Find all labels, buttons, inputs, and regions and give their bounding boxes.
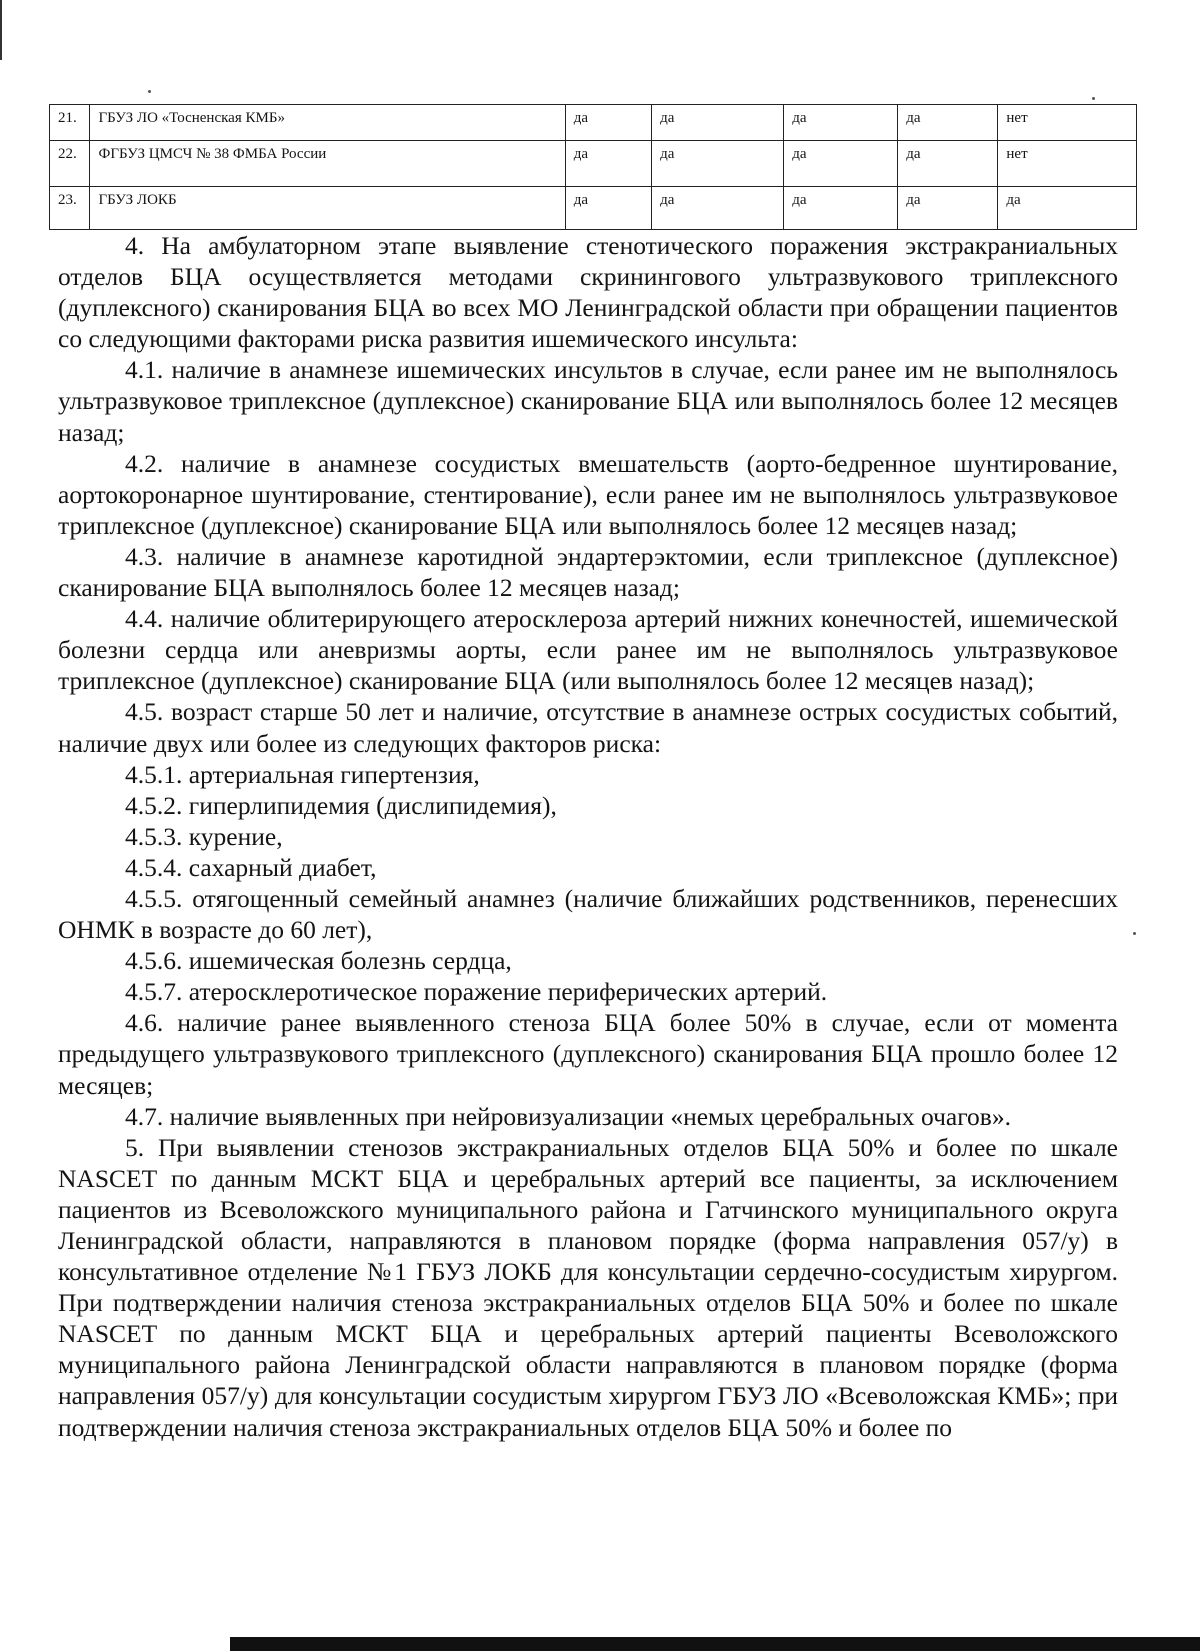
paragraph-4-6: 4.6. наличие ранее выявленного стеноза БЦА более 50% в случае, если от момента предыдущего ультразвукового триплексного (дуплексного) сканирования БЦА прошло более 12 месяцев;	[58, 1008, 1118, 1100]
document-body	[58, 230, 1118, 1443]
table-cell: да	[784, 105, 898, 141]
table-row	[50, 187, 1137, 230]
scan-bottom-edge	[230, 1637, 1200, 1651]
clinic-name: ГБУЗ ЛО «Тосненская КМБ»	[90, 105, 565, 141]
paragraph-4-5-3: 4.5.3. курение,	[125, 821, 283, 851]
table-cell: да	[898, 105, 998, 141]
paragraph-4-2: 4.2. наличие в анамнезе сосудистых вмешательств (аорто-бедренное шунтирование, аортокоронарное шунтирование, стентирование), если ранее им не выполнялось ультразвуковое триплексное (дуплексное) сканирование БЦА или выполнялось более 12 месяцев назад;	[58, 448, 1118, 540]
table-cell: да	[898, 187, 998, 230]
table-cell: нет	[998, 105, 1137, 141]
table-cell: да	[898, 141, 998, 187]
table-cell: да	[652, 187, 784, 230]
paragraph-4-5-7: 4.5.7. атеросклеротическое поражение периферических артерий.	[125, 977, 828, 1007]
scan-left-edge	[0, 0, 2, 60]
scan-speck	[1092, 97, 1095, 100]
paragraph-4: 4. На амбулаторном этапе выявление стенотического поражения экстракраниальных отделов БЦА осуществляется методами скринингового ультразвукового триплексного (дуплексного) сканирования БЦА во всех МО Ленинградской области при обращении пациентов со следующими факторами риска развития ишемического инсульта:	[58, 231, 1118, 354]
table-cell: да	[784, 187, 898, 230]
paragraph-4-5-1: 4.5.1. артериальная гипертензия,	[125, 759, 480, 789]
paragraph-4-5-2: 4.5.2. гиперлипидемия (дислипидемия),	[125, 790, 557, 820]
row-number: 23.	[50, 187, 90, 230]
paragraph-4-1: 4.1. наличие в анамнезе ишемических инсультов в случае, если ранее им не выполнялось ультразвуковое триплексное (дуплексное) сканирование БЦА или выполнялось более 12 месяцев назад;	[58, 355, 1118, 447]
row-number: 21.	[50, 105, 90, 141]
paragraph-5: 5. При выявлении стенозов экстракраниальных отделов БЦА 50% и более по шкале NASCET по данным МСКТ БЦА и церебральных артерий все пациенты, за исключением пациентов из Всеволожского муниципального района и Гатчинского муниципального округа Ленинградской области, направляются в плановом порядке (форма направления 057/у) в консультативное отделение №1 ГБУЗ ЛОКБ для консультации сердечно-сосудистым хирургом. При подтверждении наличия стеноза экстракраниальных отделов БЦА 50% и более по шкале NASCET по данным МСКТ БЦА и церебральных артерий пациенты Всеволожского муниципального района Ленинградской области направляются в плановом порядке (форма направления 057/у) для консультации сосудистым хирургом ГБУЗ ЛО «Всеволожская КМБ»; при подтверждении наличия стеноза экстракраниальных отделов БЦА 50% и более по	[58, 1132, 1118, 1442]
paragraph-4-7: 4.7. наличие выявленных при нейровизуализации «немых церебральных очагов».	[125, 1101, 1011, 1131]
row-number: 22.	[50, 141, 90, 187]
table-row	[50, 141, 1137, 187]
table-cell: да	[565, 187, 651, 230]
scan-speck	[1133, 932, 1136, 935]
paragraph-4-5: 4.5. возраст старше 50 лет и наличие, отсутствие в анамнезе острых сосудистых событий, наличие двух или более из следующих факторов риска:	[58, 697, 1118, 758]
clinic-name: ГБУЗ ЛОКБ	[90, 187, 565, 230]
table-row	[50, 105, 1137, 141]
table-cell: да	[565, 105, 651, 141]
table-cell: нет	[998, 141, 1137, 187]
table-cell: да	[652, 105, 784, 141]
table-cell: да	[784, 141, 898, 187]
paragraph-4-5-5: 4.5.5. отягощенный семейный анамнез (наличие ближайших родственников, перенесших ОНМК в возрасте до 60 лет),	[58, 883, 1118, 945]
clinics-table	[49, 104, 1137, 230]
table-cell: да	[652, 141, 784, 187]
table-cell: да	[998, 187, 1137, 230]
table-cell: да	[565, 141, 651, 187]
paragraph-4-3: 4.3. наличие в анамнезе каротидной эндартерэктомии, если триплексное (дуплексное) сканирование БЦА выполнялось более 12 месяцев назад;	[58, 541, 1118, 603]
clinic-name: ФГБУЗ ЦМСЧ № 38 ФМБА России	[90, 141, 565, 187]
paragraph-4-4: 4.4. наличие облитерирующего атеросклероза артерий нижних конечностей, ишемической болезни сердца или аневризмы аорты, если ранее им не выполнялось ультразвуковое триплексное (дуплексное) сканирование БЦА (или выполнялось более 12 месяцев назад);	[58, 604, 1118, 696]
paragraph-4-5-6: 4.5.6. ишемическая болезнь сердца,	[125, 946, 512, 976]
scan-speck	[148, 90, 151, 93]
paragraph-4-5-4: 4.5.4. сахарный диабет,	[125, 852, 377, 882]
